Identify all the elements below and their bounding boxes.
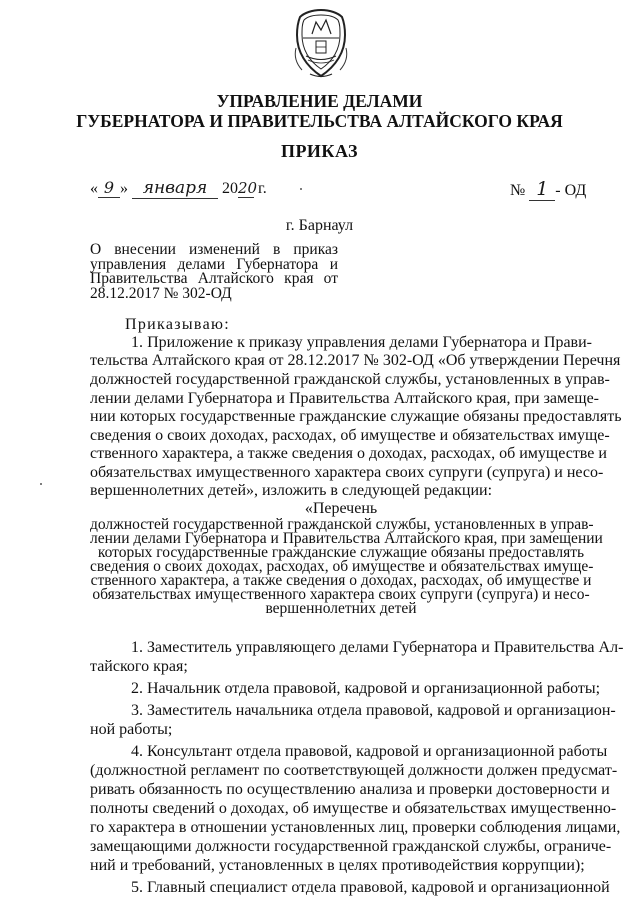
order-subject: О внесении изменений в приказ управления делами Губернатора и Правительства Алтайского края от 28.12.2017 № 302-ОД [90, 241, 338, 302]
date-open-quote: « [90, 180, 98, 197]
paragraph-1-line: 1. Приложение к приказу управления делами Губернатора и Прави- [131, 334, 592, 351]
date-close-quote: » [120, 180, 128, 197]
paragraph-1-line: лении делами Губернатора и Правительства Алтайского края, при замеще- [90, 390, 600, 407]
date-year-prefix: 20 [222, 180, 238, 197]
date-year-unit: г. [258, 180, 267, 197]
paragraph-1-line: тельства Алтайского края от 28.12.2017 № 302-ОД «Об утверждении Перечня [90, 352, 621, 369]
list-item-line: 2. Начальник отдела правовой, кадровой и организационной работы; [131, 680, 601, 697]
list-item-line: замещающими должности государственной гражданской службы, ограниче- [90, 838, 612, 855]
list-item-line: ривать обязанность по осуществлению анализа и проверки достоверности и [90, 781, 610, 798]
list-heading-line: вершеннолетних детей [265, 600, 417, 617]
list-item-line: го характера в отношении установленных лиц, проверки соблюдения лицами, [90, 819, 621, 836]
organization-name-line-1: УПРАВЛЕНИЕ ДЕЛАМИ [216, 91, 423, 111]
order-intro: Приказываю: [125, 316, 230, 333]
list-heading-line: лении делами Губернатора и Правительства Алтайского края, при замещении [90, 530, 603, 547]
scan-speck [40, 483, 42, 485]
list-item-line: 5. Главный специалист отдела правовой, кадровой и организационной [131, 879, 610, 896]
city-name: г. Барнаул [285, 217, 354, 234]
paragraph-1-line: должностей государственной гражданской службы, установленных в управ- [90, 371, 610, 388]
list-heading-line: обязательствах имущественного характера своих супруги (супруга) и несо- [92, 586, 590, 603]
order-number [510, 178, 586, 201]
list-item-line: ной работы; [90, 721, 173, 738]
paragraph-1-line: обязательствах имущественного характера своих супруги (супруга) и несо- [90, 464, 604, 481]
list-item-line: (должностной регламент по соответствующей должности должен предусмат- [90, 762, 618, 779]
date-month-handwritten: января [132, 178, 218, 199]
list-item-line: 3. Заместитель начальника отдела правовой, кадровой и организацион- [131, 702, 616, 719]
list-heading-line: которых государственные гражданские служащие обязаны предоставлять [97, 544, 585, 561]
scan-speck [300, 188, 302, 190]
list-item-line: 1. Заместитель управляющего делами Губернатора и Правительства Ал- [131, 639, 624, 656]
paragraph-1-line: ственного характера, а также сведения о доходах, расходах, об имуществе и [90, 445, 607, 462]
organization-name-line-2: ГУБЕРНАТОРА И ПРАВИТЕЛЬСТВА АЛТАЙСКОГО КРАЯ [76, 111, 563, 131]
list-item-line: 4. Консультант отдела правовой, кадровой и организационной работы [131, 743, 608, 760]
document-title: ПРИКАЗ [280, 141, 359, 161]
list-heading-line: должностей государственной гражданской службы, установленных в управ- [90, 516, 594, 533]
date-day-handwritten: 9 [98, 178, 120, 198]
number-sign: № [510, 182, 526, 199]
paragraph-1-line: нии которых государственные гражданские служащие обязаны предоставлять [90, 408, 622, 425]
coat-of-arms-emblem [292, 8, 350, 80]
list-heading-title: «Перечень [304, 500, 378, 517]
list-heading-line: ственного характера, а также сведения о доходах, расходах, об имуществе и [90, 572, 592, 589]
paragraph-1-line: вершеннолетних детей», изложить в следующей редакции: [90, 482, 493, 499]
number-suffix: - ОД [555, 182, 587, 199]
order-date [90, 178, 267, 199]
number-value-handwritten: 1 [529, 178, 555, 201]
list-heading-line: сведения о своих доходах, расходах, об имуществе и обязательствах имуще- [90, 558, 594, 575]
paragraph-1-line: сведения о своих доходах, расходах, об имуществе и обязательствах имуще- [90, 427, 610, 444]
list-item-line: полноты сведений о доходах, об имуществе и обязательствах имущественно- [90, 800, 617, 817]
date-year-suffix-handwritten: 20 [238, 179, 258, 197]
list-item-line: тайского края; [90, 658, 188, 675]
list-item-line: ний и требований, установленных в целях противодействия коррупции); [90, 857, 585, 874]
